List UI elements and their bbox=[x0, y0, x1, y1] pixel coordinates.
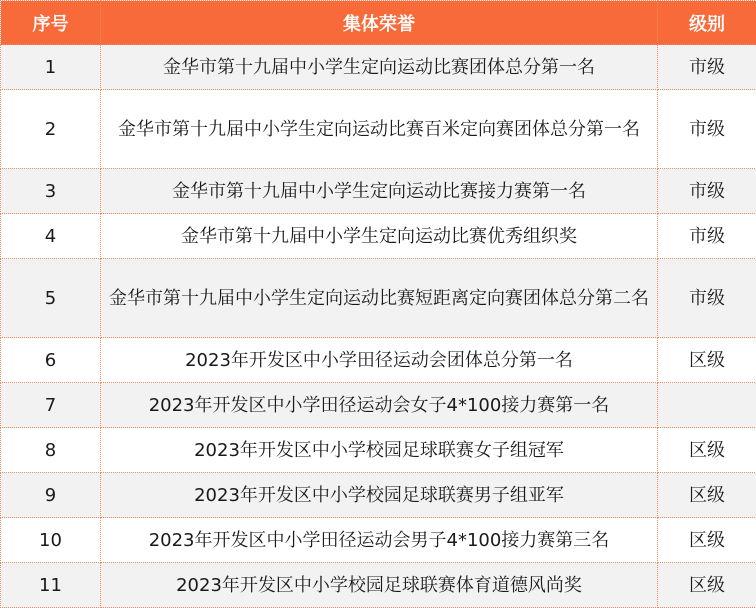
table-row bbox=[1, 383, 756, 428]
row-title: 金华市第十九届中小学生定向运动比赛百米定向赛团体总分第一名 bbox=[101, 90, 658, 169]
row-title: 2023年开发区中小学校园足球联赛女子组冠军 bbox=[101, 428, 658, 473]
table-row bbox=[1, 563, 756, 608]
table-row bbox=[1, 90, 756, 169]
row-level: 区级 bbox=[658, 563, 756, 608]
row-index: 1 bbox=[1, 45, 101, 90]
row-level: 区级 bbox=[658, 518, 756, 563]
row-level: 市级 bbox=[658, 259, 756, 338]
table-row bbox=[1, 259, 756, 338]
row-level: 市级 bbox=[658, 169, 756, 214]
row-level: 市级 bbox=[658, 90, 756, 169]
table-row bbox=[1, 428, 756, 473]
row-level bbox=[658, 383, 756, 428]
row-index: 8 bbox=[1, 428, 101, 473]
row-index: 7 bbox=[1, 383, 101, 428]
row-title: 2023年开发区中小学校园足球联赛男子组亚军 bbox=[101, 473, 658, 518]
row-index: 11 bbox=[1, 563, 101, 608]
row-index: 6 bbox=[1, 338, 101, 383]
row-index: 4 bbox=[1, 214, 101, 259]
row-title: 2023年开发区中小学田径运动会男子4*100接力赛第三名 bbox=[101, 518, 658, 563]
row-title: 金华市第十九届中小学生定向运动比赛接力赛第一名 bbox=[101, 169, 658, 214]
row-level: 市级 bbox=[658, 45, 756, 90]
table-row bbox=[1, 169, 756, 214]
table-row bbox=[1, 45, 756, 90]
row-title: 2023年开发区中小学田径运动会女子4*100接力赛第一名 bbox=[101, 383, 658, 428]
table-body bbox=[1, 45, 756, 608]
row-title: 金华市第十九届中小学生定向运动比赛短距离定向赛团体总分第二名 bbox=[101, 259, 658, 338]
row-level: 区级 bbox=[658, 428, 756, 473]
table-row bbox=[1, 214, 756, 259]
row-level: 市级 bbox=[658, 214, 756, 259]
row-level: 区级 bbox=[658, 338, 756, 383]
table-row bbox=[1, 473, 756, 518]
table-row bbox=[1, 338, 756, 383]
row-title: 2023年开发区中小学田径运动会团体总分第一名 bbox=[101, 338, 658, 383]
row-index: 2 bbox=[1, 90, 101, 169]
row-title: 金华市第十九届中小学生定向运动比赛团体总分第一名 bbox=[101, 45, 658, 90]
row-index: 3 bbox=[1, 169, 101, 214]
row-index: 5 bbox=[1, 259, 101, 338]
header-row bbox=[1, 1, 756, 45]
table-row bbox=[1, 518, 756, 563]
header-index: 序号 bbox=[1, 1, 101, 45]
row-index: 10 bbox=[1, 518, 101, 563]
row-index: 9 bbox=[1, 473, 101, 518]
row-title: 2023年开发区中小学校园足球联赛体育道德风尚奖 bbox=[101, 563, 658, 608]
row-title: 金华市第十九届中小学生定向运动比赛优秀组织奖 bbox=[101, 214, 658, 259]
row-level: 区级 bbox=[658, 473, 756, 518]
table-header bbox=[1, 1, 756, 45]
header-title: 集体荣誉 bbox=[101, 1, 658, 45]
header-level: 级别 bbox=[658, 1, 756, 45]
